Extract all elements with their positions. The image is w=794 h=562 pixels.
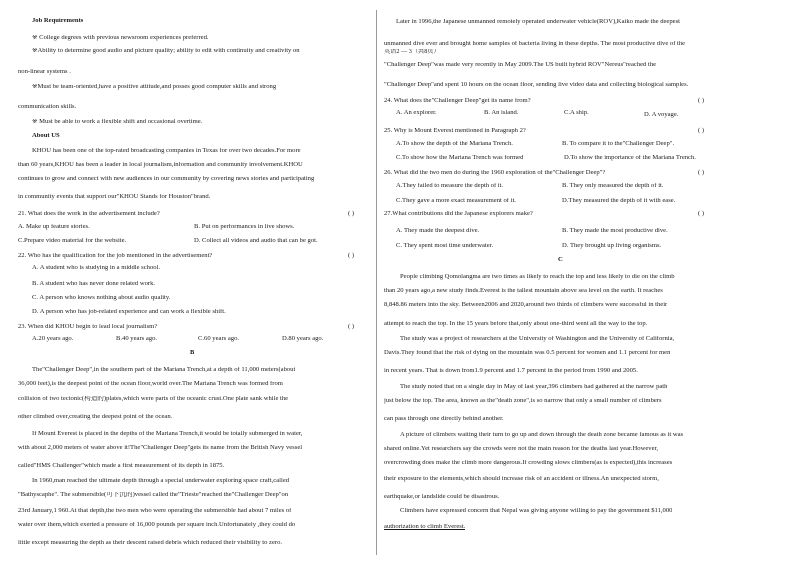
passage-c-text: their exposure to the elements,which should increase risk of an accident or illness.An unexpected storm, bbox=[384, 476, 659, 482]
option-a: A.They failed to measure the depth of it. bbox=[396, 183, 504, 189]
requirement-item: ※Must be team-oriented,have a positive attitude,and posses good computer skills and strong bbox=[32, 84, 277, 90]
question-27: 27.What contributions did the Japanese explorers make? bbox=[384, 211, 533, 217]
about-paragraph: in community events that support our"KHOU Stands for Houston"brand. bbox=[18, 194, 211, 200]
about-heading: About US bbox=[32, 133, 60, 139]
passage-c-text: just below the top. The area, known as the"death zone",is so narrow that only a small number of climbers bbox=[384, 398, 662, 404]
option-d: D. They brought up living organisms. bbox=[562, 243, 662, 249]
passage-b-text: If Mount Everest is placed in the depths of the Mariana Trench,it would be totally submerged in water, bbox=[32, 431, 303, 437]
option-c: C.A ship. bbox=[564, 110, 589, 116]
option-d: D.To show the importance of the Mariana Trench. bbox=[564, 155, 696, 161]
option-b: B. They made the most productive dive. bbox=[562, 228, 668, 234]
passage-c-text: Davis.They found that the risk of dying on the mountain was 0.5 percent for women and 1.1 percent for men bbox=[384, 350, 671, 356]
option-b: B. A student who has never done related work. bbox=[32, 281, 156, 287]
passage-b-text: "Challenger Deep"was made very recently in May 2009.The US built hybrid ROV"Nereus"reached the bbox=[384, 62, 657, 68]
section-c-heading: C bbox=[558, 257, 563, 263]
passage-b-text: water over them,which exerted a pressure of 16,000 pounds per square inch.Unfortunately ,they could do bbox=[18, 522, 296, 528]
passage-b-text: In 1960,man reached the ultimate depth through a special underwater exploring space craft,called bbox=[32, 478, 290, 484]
passage-c-text: than 20 years ago,a new study finds.Everest is the tallest mountain above sea level on the earth. It reaches bbox=[384, 288, 663, 294]
passage-c-text: authorization to climb Everest. bbox=[384, 524, 466, 530]
passage-c-text: can pass through one directly behind another. bbox=[384, 416, 504, 422]
passage-b-text: little except measuring the depth as their descent raised debris which reduced their visibility to zero. bbox=[18, 540, 283, 546]
column-divider bbox=[376, 10, 377, 555]
option-a: A. A student who is studying in a middle school. bbox=[32, 265, 161, 271]
option-d: D. A voyage. bbox=[644, 112, 679, 118]
passage-c-text: Climbers have expressed concern that Nepal was giving anyone willing to pay the government $11,000 bbox=[400, 508, 673, 514]
page-footer: 英语2 — 3（共8页） bbox=[384, 49, 440, 55]
passage-c-text: The study noted that on a single day in May of last year,396 climbers had gathered at the narrow path bbox=[400, 384, 668, 390]
passage-b-text: 23rd January,1 960.At that depth,the two men who were operating the submersible had about 7 miles of bbox=[18, 508, 292, 514]
requirement-item: ※ Must be able to work a flexible shift and occasional overtime. bbox=[32, 119, 203, 125]
passage-c-text: earthquake,or landslide could be disastrous. bbox=[384, 494, 500, 500]
question-21: 21. What does the work in the advertisement include? bbox=[18, 211, 160, 217]
option-a: A. An explorer. bbox=[396, 110, 437, 116]
answer-blank: ( ) bbox=[348, 210, 355, 217]
option-c: C.60 years ago. bbox=[198, 336, 240, 342]
about-paragraph: continues to grow and connect with new audiences in our community by covering news stories and participating bbox=[18, 176, 315, 182]
answer-blank: ( ) bbox=[698, 97, 705, 104]
answer-blank: ( ) bbox=[348, 323, 355, 330]
section-b-heading: B bbox=[190, 350, 195, 356]
passage-c-text: The study was a project of researchers at the University of Washington and the University of California, bbox=[400, 336, 675, 342]
answer-blank: ( ) bbox=[698, 210, 705, 217]
passage-b-text: with about 2,000 meters of water above it!The"Challenger Deep"gets its name from the British Navy vessel bbox=[18, 445, 303, 451]
about-paragraph: than 60 years,KHOU has been a leader in local journalism,information and community involvement.KHOU bbox=[18, 162, 303, 168]
question-22: 22. Who has the qualification for the job mentioned in the advertisement? bbox=[18, 253, 213, 259]
option-b: B. An island. bbox=[484, 110, 519, 116]
passage-c-text: A picture of climbers waiting their turn to go up and down through the death zone became famous as it was bbox=[400, 432, 684, 438]
option-b: B. Put on performances in live shows. bbox=[194, 224, 295, 230]
answer-blank: ( ) bbox=[698, 169, 705, 176]
option-c: C.They gave a more exact measurement of it. bbox=[396, 198, 516, 204]
answer-blank: ( ) bbox=[348, 252, 355, 259]
question-24: 24. What does the"Challenger Deep"get its name from? bbox=[384, 98, 531, 104]
passage-b-text: The"Challenger Deep",in the southern part of the Mariana Trench,at a depth of 11,000 meters(about bbox=[32, 367, 296, 373]
option-d: D. Collect all videos and audio that can be got. bbox=[194, 238, 318, 244]
question-23: 23. When did KHOU begin to lead local journalism? bbox=[18, 324, 158, 330]
requirement-item: ※ College degrees with previous newsroom experiences preferred. bbox=[32, 35, 209, 41]
option-d: D. A person who has job-related experience and can work a flexible shift. bbox=[32, 309, 226, 315]
question-25: 25. Why is Mount Everest mentioned in Paragraph 2? bbox=[384, 128, 526, 134]
option-b: B.40 years ago. bbox=[116, 336, 158, 342]
answer-blank: ( ) bbox=[698, 127, 705, 134]
option-a: A.To show the depth of the Mariana Trench. bbox=[396, 141, 513, 147]
requirement-item: ※Ability to determine good audio and picture quality; ability to edit with continuity and creativity on bbox=[32, 48, 300, 54]
passage-c-text: in recent years. That is down from1.9 percent and 1.7 percent in the period from 1990 and 2005. bbox=[384, 368, 638, 374]
about-paragraph: KHOU has been one of the top-rated broadcasting companies in Texas for over two decades.For more bbox=[32, 148, 301, 154]
requirement-item: non-linear systems . bbox=[18, 69, 71, 75]
option-a: A. Make up feature stories. bbox=[18, 224, 90, 230]
requirement-item: communication skills. bbox=[18, 104, 77, 110]
passage-b-text: "Bathyscaphe". The submersible(可下沉的)vessel called the"Trieste"reached the"Challenger Deep"on bbox=[18, 492, 289, 498]
passage-b-text: Later in 1996,the Japanese unmanned remotely operated underwater vehicle(ROV),Kaiko made the deepest bbox=[396, 19, 680, 25]
passage-b-text: 36,000 feet),is the deepest point of the ocean floor,world over.The Mariana Trench was formed from bbox=[18, 381, 283, 387]
passage-c-text: overcrowding does make the climb more dangerous.If crowding slows climbers(as is expected),this increases bbox=[384, 460, 673, 466]
passage-b-text: other climbed over,creating the deepest point of the ocean. bbox=[18, 414, 173, 420]
passage-c-text: 8,848.86 meters into the sky. Between2006 and 2020,around two thirds of climbers were successful in their bbox=[384, 302, 668, 308]
option-c: C.To show how the Mariana Trench was formed bbox=[396, 155, 524, 161]
option-a: A. They made the deepest dive. bbox=[396, 228, 480, 234]
passage-c-text: attempt to reach the top. In the 15 years before that,only about one-third went all the way to the top. bbox=[384, 321, 648, 327]
option-c: C. They spent most time underwater. bbox=[396, 243, 494, 249]
option-b: B. They only measured the depth of it. bbox=[562, 183, 664, 189]
option-d: D.80 years ago. bbox=[282, 336, 324, 342]
passage-c-text: People climbing Qomolangma are two times as likely to reach the top and less likely to die on the climb bbox=[400, 274, 675, 280]
passage-b-text: called"HMS Challenger"which made a first measurement of its depth in 1875. bbox=[18, 463, 225, 469]
question-26: 26. What did the two men do during the 1960 exploration of the"Challenger Deep"? bbox=[384, 170, 606, 176]
option-a: A.20 years ago. bbox=[32, 336, 74, 342]
passage-c-text: shared online.Yet researchers say the crowds were not the main reason for the deaths last year.However, bbox=[384, 446, 659, 452]
passage-b-text: "Challenger Deep"and spent 10 hours on the ocean floor, sending live video data and collecting biological samples. bbox=[384, 82, 689, 88]
option-c: C.Prepare video material for the website. bbox=[18, 238, 127, 244]
job-requirements-heading: Job Requirements bbox=[32, 18, 84, 24]
passage-b-text: collision of two tectonic(构造的)plates,which were parts of the oceanic crust.One plate sank while the bbox=[18, 396, 289, 402]
option-c: C. A person who knows nothing about audio quality. bbox=[32, 295, 171, 301]
passage-b-text: unmanned dive ever and brought home samples of bacteria living in these depths. The most productive dive of the bbox=[384, 41, 686, 47]
option-d: D.They measured the depth of it with ease. bbox=[562, 198, 676, 204]
option-b: B. To compare it to the"Challenger Deep". bbox=[562, 141, 675, 147]
